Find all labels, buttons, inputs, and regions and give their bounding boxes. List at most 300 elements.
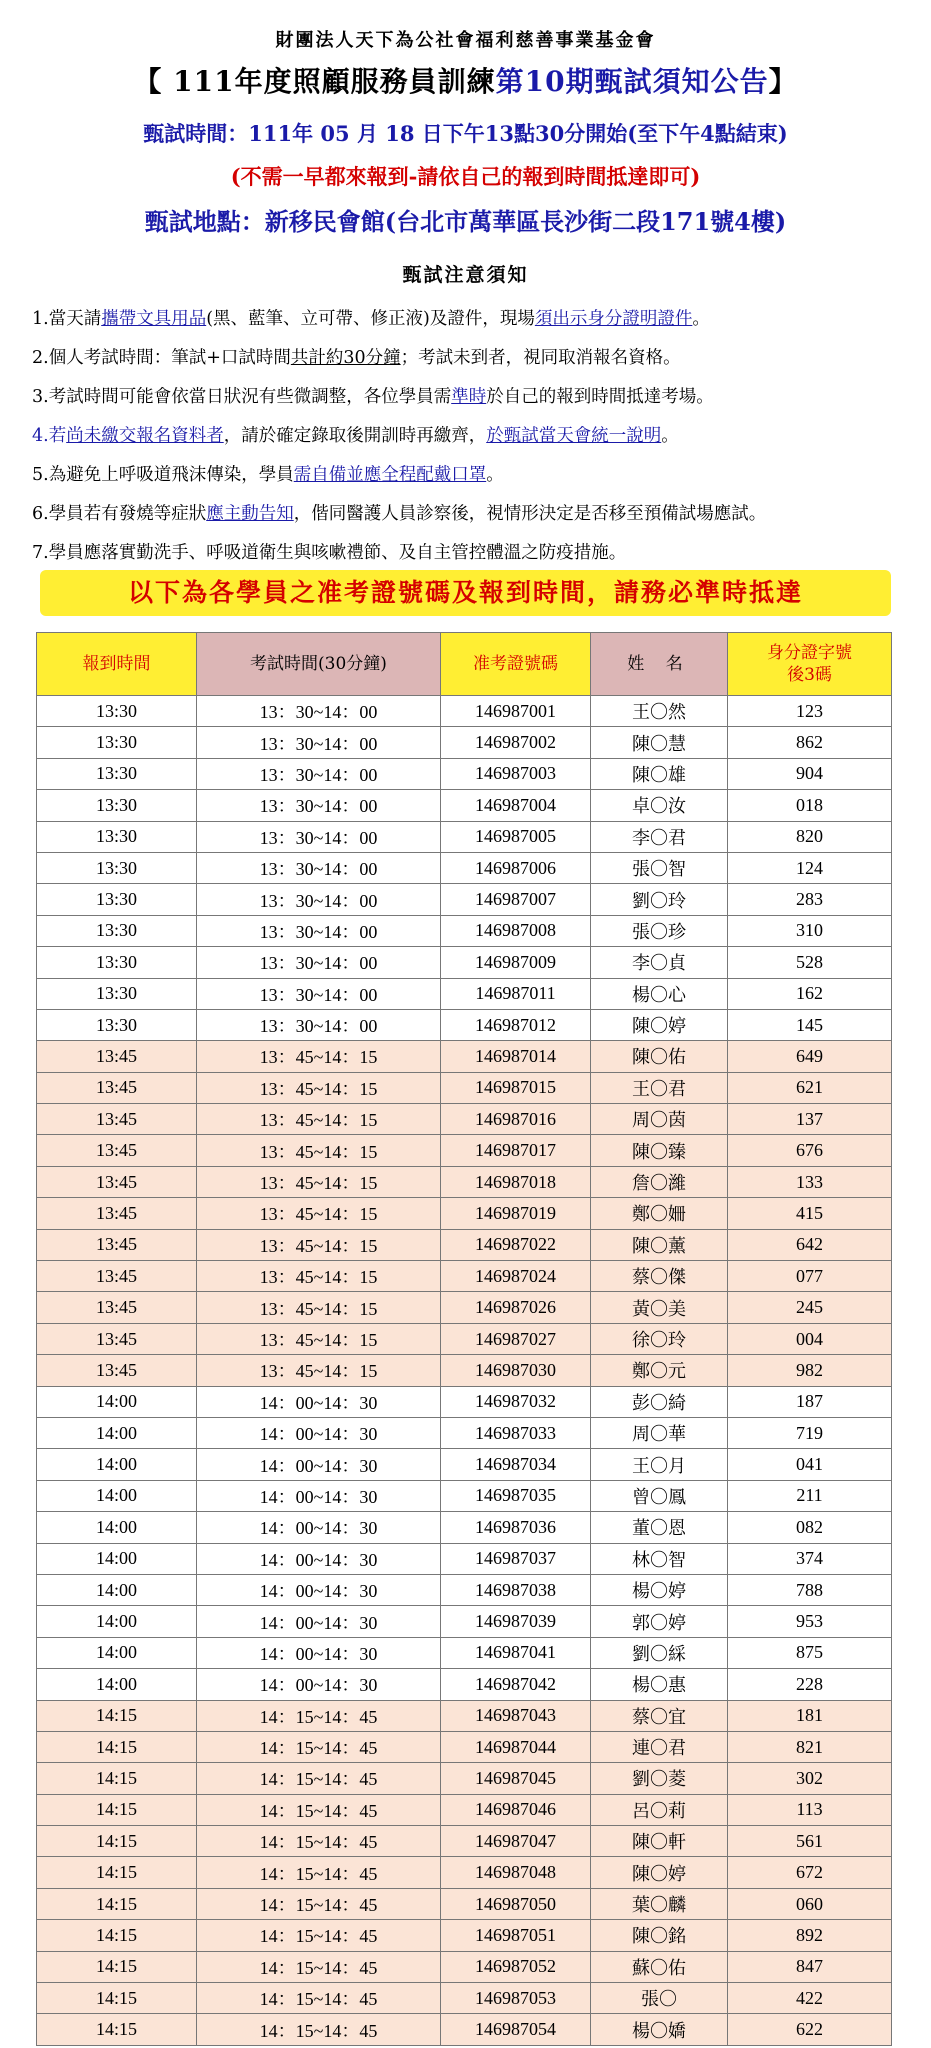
roster-banner: 以下為各學員之准考證號碼及報到時間，請務必準時抵達 xyxy=(40,570,891,616)
cell-ticket-number: 146987001 xyxy=(441,696,591,727)
cell-ticket-number: 146987017 xyxy=(441,1135,591,1166)
cell-id-suffix: 145 xyxy=(728,1009,892,1040)
cell-ticket-number: 146987054 xyxy=(441,2014,591,2045)
cell-arrival-time: 14:15 xyxy=(37,1794,197,1825)
cell-exam-time: 14：15~14：45 xyxy=(197,1731,441,1762)
cell-ticket-number: 146987037 xyxy=(441,1543,591,1574)
table-row xyxy=(37,915,892,946)
table-row xyxy=(37,1198,892,1229)
table-row xyxy=(37,821,892,852)
cell-ticket-number: 146987014 xyxy=(441,1041,591,1072)
cell-ticket-number: 146987033 xyxy=(441,1417,591,1448)
table-row xyxy=(37,1449,892,1480)
cell-id-suffix: 228 xyxy=(728,1669,892,1700)
cell-id-suffix: 162 xyxy=(728,978,892,1009)
cell-name: 連〇君 xyxy=(591,1731,728,1762)
cell-exam-time: 13：45~14：15 xyxy=(197,1166,441,1197)
notice-list xyxy=(32,300,927,573)
roster-header-row xyxy=(37,633,892,696)
cell-name: 王〇月 xyxy=(591,1449,728,1480)
cell-id-suffix: 847 xyxy=(728,1951,892,1982)
cell-arrival-time: 14:15 xyxy=(37,2014,197,2045)
cell-exam-time: 14：00~14：30 xyxy=(197,1543,441,1574)
cell-exam-time: 14：15~14：45 xyxy=(197,1983,441,2014)
cell-arrival-time: 13:30 xyxy=(37,884,197,915)
cell-arrival-time: 13:45 xyxy=(37,1104,197,1135)
cell-arrival-time: 14:15 xyxy=(37,1731,197,1762)
table-row xyxy=(37,1731,892,1762)
cell-arrival-time: 13:30 xyxy=(37,978,197,1009)
notice-text: 4.若 xyxy=(32,426,67,446)
cell-arrival-time: 14:00 xyxy=(37,1417,197,1448)
cell-name: 郭〇婷 xyxy=(591,1606,728,1637)
cell-arrival-time: 14:00 xyxy=(37,1669,197,1700)
cell-id-suffix: 211 xyxy=(728,1480,892,1511)
title-highlight: 第10期甄試須知公告 xyxy=(495,65,769,98)
cell-ticket-number: 146987046 xyxy=(441,1794,591,1825)
cell-name: 楊〇惠 xyxy=(591,1669,728,1700)
cell-arrival-time: 14:00 xyxy=(37,1480,197,1511)
cell-arrival-time: 14:00 xyxy=(37,1574,197,1605)
cell-ticket-number: 146987036 xyxy=(441,1512,591,1543)
cell-name: 劉〇綵 xyxy=(591,1637,728,1668)
notice-emphasis: 共計約30分鐘 xyxy=(290,348,401,368)
col-header-exam-time: 考試時間(30分鐘) xyxy=(197,633,441,696)
cell-name: 劉〇玲 xyxy=(591,884,728,915)
cell-id-suffix: 415 xyxy=(728,1198,892,1229)
cell-exam-time: 13：45~14：15 xyxy=(197,1355,441,1386)
cell-exam-time: 13：45~14：15 xyxy=(197,1135,441,1166)
cell-id-suffix: 953 xyxy=(728,1606,892,1637)
cell-id-suffix: 422 xyxy=(728,1983,892,2014)
cell-id-suffix: 004 xyxy=(728,1323,892,1354)
cell-exam-time: 13：45~14：15 xyxy=(197,1323,441,1354)
notice-emphasis: 須出示身分證明證件 xyxy=(534,309,693,329)
table-row xyxy=(37,1983,892,2014)
cell-id-suffix: 672 xyxy=(728,1857,892,1888)
cell-ticket-number: 146987038 xyxy=(441,1574,591,1605)
cell-id-suffix: 181 xyxy=(728,1700,892,1731)
table-row xyxy=(37,1041,892,1072)
cell-arrival-time: 14:15 xyxy=(37,1920,197,1951)
notice-text: 1.當天請 xyxy=(32,309,102,329)
notice-text: 5.為避免上呼吸道飛沫傳染，學員 xyxy=(32,465,294,485)
cell-arrival-time: 13:45 xyxy=(37,1229,197,1260)
cell-arrival-time: 13:30 xyxy=(37,758,197,789)
cell-exam-time: 13：45~14：15 xyxy=(197,1261,441,1292)
table-row xyxy=(37,1104,892,1135)
cell-id-suffix: 302 xyxy=(728,1763,892,1794)
title-prefix: 【 111年度照顧服務員訓練 xyxy=(133,65,496,98)
cell-ticket-number: 146987048 xyxy=(441,1857,591,1888)
table-row xyxy=(37,1888,892,1919)
cell-arrival-time: 13:45 xyxy=(37,1355,197,1386)
cell-ticket-number: 146987043 xyxy=(441,1700,591,1731)
cell-arrival-time: 14:15 xyxy=(37,1763,197,1794)
table-row xyxy=(37,1763,892,1794)
cell-name: 蘇〇佑 xyxy=(591,1951,728,1982)
cell-exam-time: 14：15~14：45 xyxy=(197,1794,441,1825)
exam-location: 甄試地點：新移民會館(台北市萬華區長沙街二段171號4樓) xyxy=(144,207,787,236)
notice-text: ；考試未到者，視同取消報名資格。 xyxy=(400,348,681,368)
cell-exam-time: 13：30~14：00 xyxy=(197,790,441,821)
table-row xyxy=(37,1574,892,1605)
cell-arrival-time: 13:30 xyxy=(37,852,197,883)
organization-name: 財團法人天下為公社會福利慈善事業基金會 xyxy=(275,30,656,51)
cell-id-suffix: 124 xyxy=(728,852,892,883)
cell-exam-time: 14：00~14：30 xyxy=(197,1637,441,1668)
table-row xyxy=(37,1135,892,1166)
cell-exam-time: 13：30~14：00 xyxy=(197,696,441,727)
cell-name: 蔡〇宜 xyxy=(591,1700,728,1731)
col-header-id-suffix xyxy=(728,633,892,696)
table-row xyxy=(37,1355,892,1386)
cell-id-suffix: 187 xyxy=(728,1386,892,1417)
cell-name: 卓〇汝 xyxy=(591,790,728,821)
page-title xyxy=(0,60,931,100)
cell-id-suffix: 082 xyxy=(728,1512,892,1543)
cell-arrival-time: 13:45 xyxy=(37,1323,197,1354)
table-row xyxy=(37,1543,892,1574)
cell-name: 劉〇菱 xyxy=(591,1763,728,1794)
cell-id-suffix: 862 xyxy=(728,727,892,758)
cell-id-suffix: 123 xyxy=(728,696,892,727)
cell-exam-time: 13：30~14：00 xyxy=(197,1009,441,1040)
cell-exam-time: 14：15~14：45 xyxy=(197,1763,441,1794)
cell-ticket-number: 146987007 xyxy=(441,884,591,915)
cell-id-suffix: 788 xyxy=(728,1574,892,1605)
cell-name: 張〇智 xyxy=(591,852,728,883)
table-row xyxy=(37,1072,892,1103)
notice-text: ，偕同醫護人員診察後，視情形決定是否移至預備試場應試。 xyxy=(293,504,767,524)
cell-id-suffix: 676 xyxy=(728,1135,892,1166)
cell-id-suffix: 245 xyxy=(728,1292,892,1323)
cell-name: 陳〇臻 xyxy=(591,1135,728,1166)
cell-ticket-number: 146987011 xyxy=(441,978,591,1009)
cell-id-suffix: 621 xyxy=(728,1072,892,1103)
cell-name: 呂〇莉 xyxy=(591,1794,728,1825)
cell-name: 蔡〇傑 xyxy=(591,1261,728,1292)
cell-name: 周〇華 xyxy=(591,1417,728,1448)
notice-emphasis: 於甄試當天會統一說明 xyxy=(486,426,662,446)
notice-text: 7.學員應落實勤洗手、呼吸道衛生與咳嗽禮節、及自主管控體溫之防疫措施。 xyxy=(32,543,627,563)
cell-id-suffix: 283 xyxy=(728,884,892,915)
notice-text: 。 xyxy=(661,426,679,446)
cell-name: 陳〇薰 xyxy=(591,1229,728,1260)
cell-ticket-number: 146987044 xyxy=(441,1731,591,1762)
exam-time: 甄試時間：111年 05 月 18 日下午13點30分開始(至下午4點結束) xyxy=(143,121,788,146)
cell-id-suffix: 904 xyxy=(728,758,892,789)
table-row xyxy=(37,790,892,821)
cell-ticket-number: 146987016 xyxy=(441,1104,591,1135)
cell-ticket-number: 146987026 xyxy=(441,1292,591,1323)
cell-id-suffix: 821 xyxy=(728,1731,892,1762)
cell-name: 林〇智 xyxy=(591,1543,728,1574)
table-row xyxy=(37,1920,892,1951)
cell-exam-time: 13：30~14：00 xyxy=(197,947,441,978)
table-row xyxy=(37,978,892,1009)
cell-exam-time: 14：15~14：45 xyxy=(197,1826,441,1857)
cell-name: 葉〇麟 xyxy=(591,1888,728,1919)
cell-id-suffix: 041 xyxy=(728,1449,892,1480)
cell-name: 彭〇綺 xyxy=(591,1386,728,1417)
cell-ticket-number: 146987030 xyxy=(441,1355,591,1386)
cell-name: 楊〇婷 xyxy=(591,1574,728,1605)
cell-name: 李〇貞 xyxy=(591,947,728,978)
cell-exam-time: 13：30~14：00 xyxy=(197,978,441,1009)
cell-exam-time: 14：00~14：30 xyxy=(197,1574,441,1605)
cell-ticket-number: 146987004 xyxy=(441,790,591,821)
table-row xyxy=(37,1700,892,1731)
cell-name: 徐〇玲 xyxy=(591,1323,728,1354)
cell-exam-time: 13：30~14：00 xyxy=(197,884,441,915)
cell-arrival-time: 14:00 xyxy=(37,1512,197,1543)
table-row xyxy=(37,758,892,789)
cell-id-suffix: 060 xyxy=(728,1888,892,1919)
cell-arrival-time: 14:15 xyxy=(37,1888,197,1919)
cell-arrival-time: 13:30 xyxy=(37,915,197,946)
notice-heading: 甄試注意須知 xyxy=(402,264,529,286)
cell-exam-time: 13：30~14：00 xyxy=(197,915,441,946)
cell-id-suffix: 622 xyxy=(728,2014,892,2045)
cell-ticket-number: 146987018 xyxy=(441,1166,591,1197)
cell-exam-time: 14：00~14：30 xyxy=(197,1669,441,1700)
cell-arrival-time: 14:15 xyxy=(37,1857,197,1888)
cell-id-suffix: 077 xyxy=(728,1261,892,1292)
cell-id-suffix: 875 xyxy=(728,1637,892,1668)
cell-id-suffix: 133 xyxy=(728,1166,892,1197)
cell-name: 陳〇慧 xyxy=(591,727,728,758)
cell-id-suffix: 561 xyxy=(728,1826,892,1857)
cell-exam-time: 14：15~14：45 xyxy=(197,1920,441,1951)
cell-exam-time: 13：30~14：00 xyxy=(197,852,441,883)
cell-name: 陳〇佑 xyxy=(591,1041,728,1072)
table-row xyxy=(37,1606,892,1637)
cell-arrival-time: 13:45 xyxy=(37,1198,197,1229)
cell-name: 陳〇婷 xyxy=(591,1009,728,1040)
cell-arrival-time: 13:30 xyxy=(37,947,197,978)
cell-ticket-number: 146987019 xyxy=(441,1198,591,1229)
cell-exam-time: 14：00~14：30 xyxy=(197,1386,441,1417)
cell-ticket-number: 146987039 xyxy=(441,1606,591,1637)
cell-id-suffix: 528 xyxy=(728,947,892,978)
cell-exam-time: 14：00~14：30 xyxy=(197,1480,441,1511)
cell-exam-time: 14：15~14：45 xyxy=(197,1857,441,1888)
notice-item xyxy=(32,456,927,495)
cell-arrival-time: 13:45 xyxy=(37,1072,197,1103)
cell-name: 陳〇銘 xyxy=(591,1920,728,1951)
table-row xyxy=(37,1166,892,1197)
cell-exam-time: 14：00~14：30 xyxy=(197,1417,441,1448)
cell-name: 李〇君 xyxy=(591,821,728,852)
col-header-ticket-number: 准考證號碼 xyxy=(441,633,591,696)
notice-text: 。 xyxy=(486,465,504,485)
cell-name: 王〇然 xyxy=(591,696,728,727)
cell-name: 陳〇婷 xyxy=(591,1857,728,1888)
cell-exam-time: 13：30~14：00 xyxy=(197,727,441,758)
notice-emphasis: 應主動告知 xyxy=(206,504,294,524)
id-header-line2: 後3碼 xyxy=(787,665,832,685)
cell-name: 董〇恩 xyxy=(591,1512,728,1543)
table-row xyxy=(37,1386,892,1417)
table-row xyxy=(37,884,892,915)
table-row xyxy=(37,1417,892,1448)
table-row xyxy=(37,1323,892,1354)
table-row xyxy=(37,1512,892,1543)
cell-name: 鄭〇元 xyxy=(591,1355,728,1386)
cell-name: 陳〇軒 xyxy=(591,1826,728,1857)
table-row xyxy=(37,696,892,727)
notice-text: ，請於確定錄取後開訓時再繳齊， xyxy=(223,426,487,446)
cell-exam-time: 13：45~14：15 xyxy=(197,1041,441,1072)
notice-item xyxy=(32,417,927,456)
cell-name: 張〇珍 xyxy=(591,915,728,946)
cell-arrival-time: 13:30 xyxy=(37,790,197,821)
cell-name: 楊〇心 xyxy=(591,978,728,1009)
cell-arrival-time: 14:00 xyxy=(37,1543,197,1574)
cell-ticket-number: 146987032 xyxy=(441,1386,591,1417)
cell-ticket-number: 146987034 xyxy=(441,1449,591,1480)
table-row xyxy=(37,727,892,758)
cell-arrival-time: 13:45 xyxy=(37,1041,197,1072)
cell-name: 王〇君 xyxy=(591,1072,728,1103)
id-header-line1: 身分證字號 xyxy=(767,643,852,663)
notice-text: 。 xyxy=(692,309,710,329)
cell-arrival-time: 14:15 xyxy=(37,1826,197,1857)
cell-id-suffix: 018 xyxy=(728,790,892,821)
cell-name: 曾〇鳳 xyxy=(591,1480,728,1511)
cell-id-suffix: 892 xyxy=(728,1920,892,1951)
cell-exam-time: 14：15~14：45 xyxy=(197,2014,441,2045)
cell-ticket-number: 146987015 xyxy=(441,1072,591,1103)
cell-ticket-number: 146987052 xyxy=(441,1951,591,1982)
table-row xyxy=(37,2014,892,2045)
table-row xyxy=(37,1669,892,1700)
cell-ticket-number: 146987003 xyxy=(441,758,591,789)
table-row xyxy=(37,1637,892,1668)
cell-id-suffix: 113 xyxy=(728,1794,892,1825)
cell-name: 楊〇嬌 xyxy=(591,2014,728,2045)
notice-item xyxy=(32,378,927,417)
cell-name: 張〇 xyxy=(591,1983,728,2014)
roster-body xyxy=(37,696,892,2046)
cell-exam-time: 13：30~14：00 xyxy=(197,758,441,789)
arrival-note: (不需一早都來報到-請依自己的報到時間抵達即可) xyxy=(230,164,701,189)
table-row xyxy=(37,1480,892,1511)
cell-id-suffix: 649 xyxy=(728,1041,892,1072)
cell-name: 黃〇美 xyxy=(591,1292,728,1323)
notice-item xyxy=(32,339,927,378)
cell-arrival-time: 14:15 xyxy=(37,1951,197,1982)
cell-ticket-number: 146987022 xyxy=(441,1229,591,1260)
cell-exam-time: 14：15~14：45 xyxy=(197,1700,441,1731)
cell-ticket-number: 146987008 xyxy=(441,915,591,946)
cell-ticket-number: 146987035 xyxy=(441,1480,591,1511)
cell-exam-time: 13：45~14：15 xyxy=(197,1229,441,1260)
cell-arrival-time: 14:00 xyxy=(37,1606,197,1637)
cell-ticket-number: 146987041 xyxy=(441,1637,591,1668)
notice-item xyxy=(32,300,927,339)
cell-arrival-time: 13:30 xyxy=(37,696,197,727)
table-row xyxy=(37,852,892,883)
cell-arrival-time: 13:30 xyxy=(37,727,197,758)
notice-item xyxy=(32,495,927,534)
notice-emphasis: 需自備並應全程配戴口罩 xyxy=(293,465,487,485)
cell-exam-time: 14：00~14：30 xyxy=(197,1449,441,1480)
notice-text: 於自己的報到時間抵達考場。 xyxy=(486,387,714,407)
cell-arrival-time: 14:00 xyxy=(37,1386,197,1417)
cell-name: 周〇茵 xyxy=(591,1104,728,1135)
cell-id-suffix: 820 xyxy=(728,821,892,852)
notice-emphasis: 攜帶文具用品 xyxy=(101,309,207,329)
cell-ticket-number: 146987047 xyxy=(441,1826,591,1857)
cell-name: 詹〇濰 xyxy=(591,1166,728,1197)
notice-emphasis: 尚未繳交報名資料者 xyxy=(66,426,224,446)
title-suffix: 】 xyxy=(768,65,798,98)
cell-id-suffix: 642 xyxy=(728,1229,892,1260)
col-header-name: 姓 名 xyxy=(591,633,728,696)
table-row xyxy=(37,1229,892,1260)
cell-arrival-time: 13:45 xyxy=(37,1261,197,1292)
table-row xyxy=(37,1794,892,1825)
cell-exam-time: 14：00~14：30 xyxy=(197,1512,441,1543)
notice-emphasis: 準時 xyxy=(451,387,487,407)
cell-arrival-time: 14:00 xyxy=(37,1449,197,1480)
cell-exam-time: 14：15~14：45 xyxy=(197,1888,441,1919)
cell-ticket-number: 146987045 xyxy=(441,1763,591,1794)
notice-text: (黑、藍筆、立可帶、修正液)及證件，現場 xyxy=(206,309,535,329)
table-row xyxy=(37,1857,892,1888)
table-row xyxy=(37,1261,892,1292)
cell-id-suffix: 310 xyxy=(728,915,892,946)
cell-exam-time: 13：30~14：00 xyxy=(197,821,441,852)
cell-id-suffix: 982 xyxy=(728,1355,892,1386)
cell-ticket-number: 146987002 xyxy=(441,727,591,758)
cell-exam-time: 14：15~14：45 xyxy=(197,1951,441,1982)
cell-ticket-number: 146987051 xyxy=(441,1920,591,1951)
table-row xyxy=(37,1951,892,1982)
cell-exam-time: 13：45~14：15 xyxy=(197,1072,441,1103)
notice-text: 3.考試時間可能會依當日狀況有些微調整，各位學員需 xyxy=(32,387,452,407)
cell-id-suffix: 137 xyxy=(728,1104,892,1135)
cell-id-suffix: 374 xyxy=(728,1543,892,1574)
table-row xyxy=(37,1009,892,1040)
notice-item xyxy=(32,534,927,573)
cell-ticket-number: 146987053 xyxy=(441,1983,591,2014)
cell-ticket-number: 146987027 xyxy=(441,1323,591,1354)
notice-text: 6.學員若有發燒等症狀 xyxy=(32,504,207,524)
cell-ticket-number: 146987042 xyxy=(441,1669,591,1700)
cell-arrival-time: 13:30 xyxy=(37,1009,197,1040)
cell-exam-time: 14：00~14：30 xyxy=(197,1606,441,1637)
cell-exam-time: 13：45~14：15 xyxy=(197,1104,441,1135)
cell-id-suffix: 719 xyxy=(728,1417,892,1448)
cell-exam-time: 13：45~14：15 xyxy=(197,1198,441,1229)
cell-arrival-time: 13:45 xyxy=(37,1292,197,1323)
roster-table xyxy=(36,632,892,2046)
table-row xyxy=(37,1292,892,1323)
cell-exam-time: 13：45~14：15 xyxy=(197,1292,441,1323)
table-row xyxy=(37,947,892,978)
col-header-arrival-time: 報到時間 xyxy=(37,633,197,696)
cell-arrival-time: 14:15 xyxy=(37,1983,197,2014)
cell-arrival-time: 13:30 xyxy=(37,821,197,852)
cell-ticket-number: 146987006 xyxy=(441,852,591,883)
cell-ticket-number: 146987009 xyxy=(441,947,591,978)
cell-ticket-number: 146987024 xyxy=(441,1261,591,1292)
table-row xyxy=(37,1826,892,1857)
cell-arrival-time: 13:45 xyxy=(37,1135,197,1166)
